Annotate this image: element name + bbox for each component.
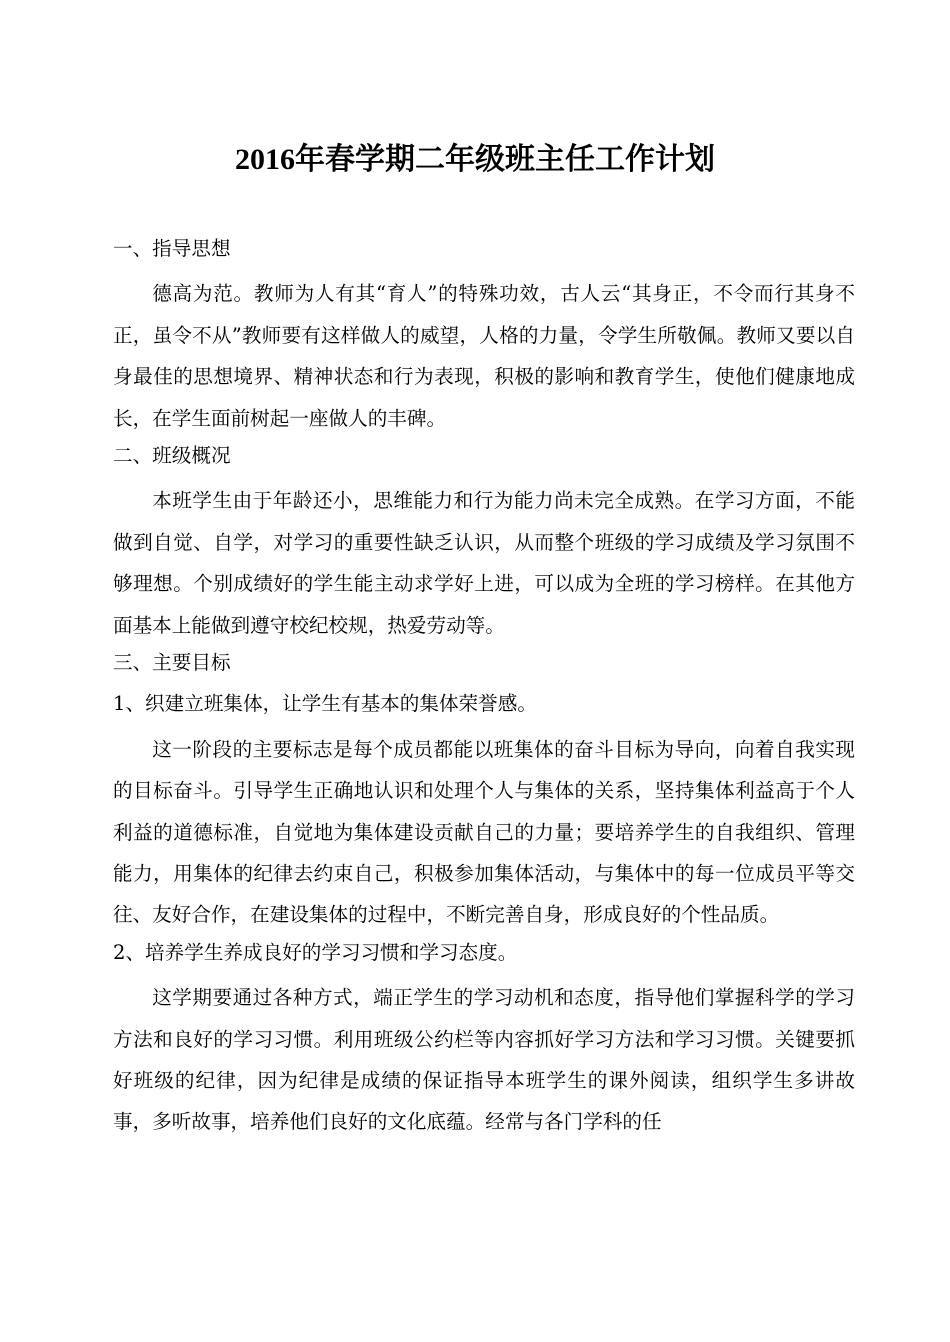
document-title: 2016年春学期二年级班主任工作计划 <box>235 143 715 176</box>
section-heading-guiding-thought: 一、指导思想 <box>113 237 231 260</box>
goal-2-subheading: 2、培养学生养成良好的学习习惯和学习态度。 <box>113 940 518 964</box>
paragraph-guiding-thought: 德高为范。教师为人有其“育人”的特殊功效，古人云“其身正，不令而行其身不正，虽令不从”教师要有这样做人的威望，人格的力量，令学生所敬佩。教师又要以自身最佳的思想境界、精神状态和行为表现，积极的影响和教育学生，使他们健康地成长，在学生面前树起一座做人的丰碑。 <box>113 282 855 430</box>
goal-1-subheading: 1、织建立班集体，让学生有基本的集体荣誉感。 <box>113 692 537 716</box>
section-heading-class-overview: 二、班级概况 <box>113 444 231 468</box>
goal-2-paragraph: 这学期要通过各种方式，端正学生的学习动机和态度，指导他们掌握科学的学习方法和良好的学习习惯。利用班级公约栏等内容抓好学习方法和学习习惯。关键要抓好班级的纪律，因为纪律是成绩的保证指导本班学生的课外阅读，组织学生多讲故事，多听故事，培养他们良好的文化底蕴。经常与各门学科的任 <box>113 986 855 1134</box>
section-heading-main-goals: 三、主要目标 <box>113 651 231 675</box>
goal-1-paragraph: 这一阶段的主要标志是每个成员都能以班集体的奋斗目标为导向，向着自我实现的目标奋斗。引导学生正确地认识和处理个人与集体的关系，坚持集体利益高于个人利益的道德标准，自觉地为集体建设贡献自己的力量；要培养学生的自我组织、管理能力，用集体的纪律去约束自己，积极参加集体活动，与集体中的每一位成员平等交往、友好合作，在建设集体的过程中，不断完善自身，形成良好的个性品质。 <box>113 737 855 927</box>
document-body <box>113 232 855 1143</box>
paragraph-class-overview: 本班学生由于年龄还小，思维能力和行为能力尚未完全成熟。在学习方面，不能做到自觉、自学，对学习的重要性缺乏认识，从而整个班级的学习成绩及学习氛围不够理想。个别成绩好的学生能主动求学好上进，可以成为全班的学习榜样。在其他方面基本上能做到遵守校纪校规，热爱劳动等。 <box>113 489 855 637</box>
